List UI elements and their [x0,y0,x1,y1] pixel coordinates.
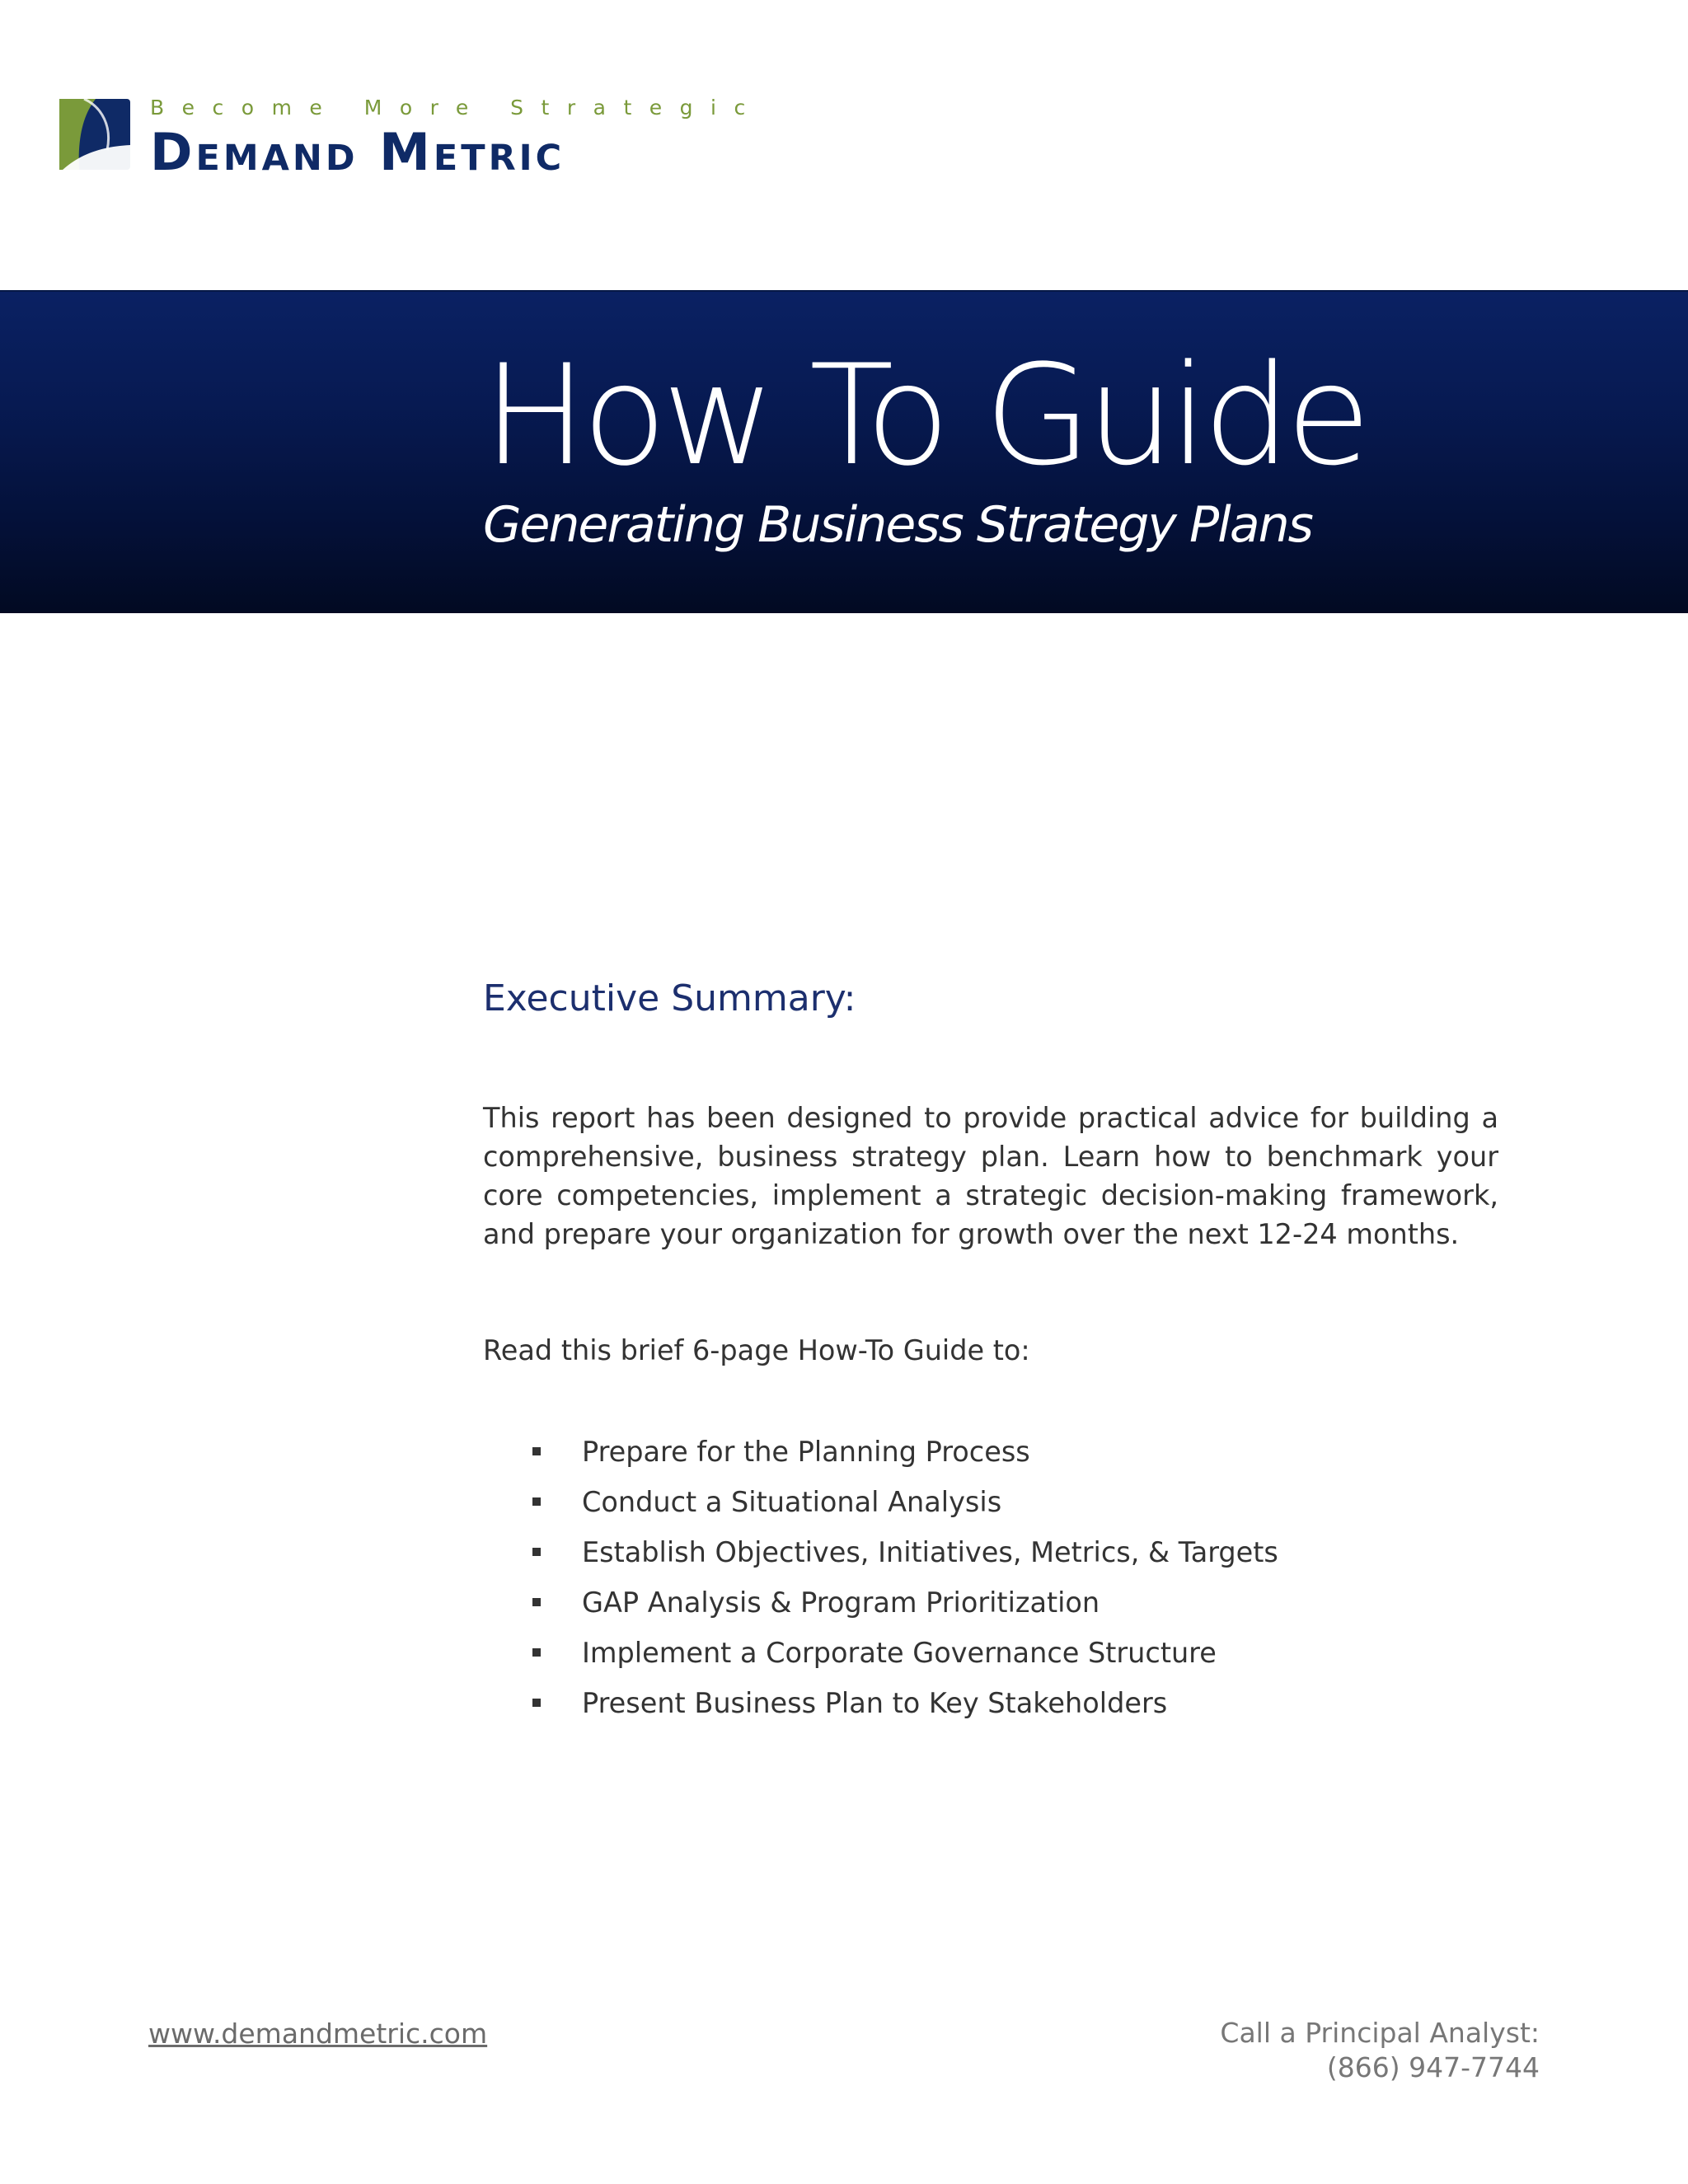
executive-summary-heading: Executive Summary: [483,977,856,1019]
square-bullet-icon [532,1598,541,1606]
logo [59,96,763,182]
square-bullet-icon [532,1648,541,1657]
square-bullet-icon [532,1548,541,1556]
square-bullet-icon [532,1447,541,1455]
guide-subtitle: Generating Business Strategy Plans [483,496,1312,554]
square-bullet-icon [532,1699,541,1707]
contact-label: Call a Principal Analyst: [1220,2017,1540,2049]
square-bullet-icon [532,1497,541,1506]
title-banner [0,290,1688,613]
list-item-text: Implement a Corporate Governance Structure [582,1637,1217,1669]
footer-contact [1220,2016,1540,2085]
guide-title: How To Guide [483,335,1367,496]
bullet-intro: Read this brief 6-page How-To Guide to: [483,1334,1030,1366]
list-item-text: Establish Objectives, Initiatives, Metrics, & Targets [582,1536,1278,1568]
logo-brand-name: Demand Metric [150,122,565,182]
list-item-text: Conduct a Situational Analysis [582,1486,1002,1518]
summary-paragraph: This report has been designed to provide practical advice for building a comprehensive, business strategy plan. Learn how to benchmark your core competencies, implement a strategic decision-making framework, and prepare your organization for growth over the next 12-24 months. [483,1102,1498,1250]
website-link[interactable]: www.demandmetric.com [148,2018,488,2050]
logo-tagline: Become More Strategic [150,96,763,120]
list-item-text: Prepare for the Planning Process [582,1436,1030,1468]
list-item-text: GAP Analysis & Program Prioritization [582,1586,1100,1619]
phone-number: (866) 947-7744 [1326,2051,1540,2083]
demand-metric-logo-icon [59,99,130,170]
list-item-text: Present Business Plan to Key Stakeholders [582,1687,1168,1719]
